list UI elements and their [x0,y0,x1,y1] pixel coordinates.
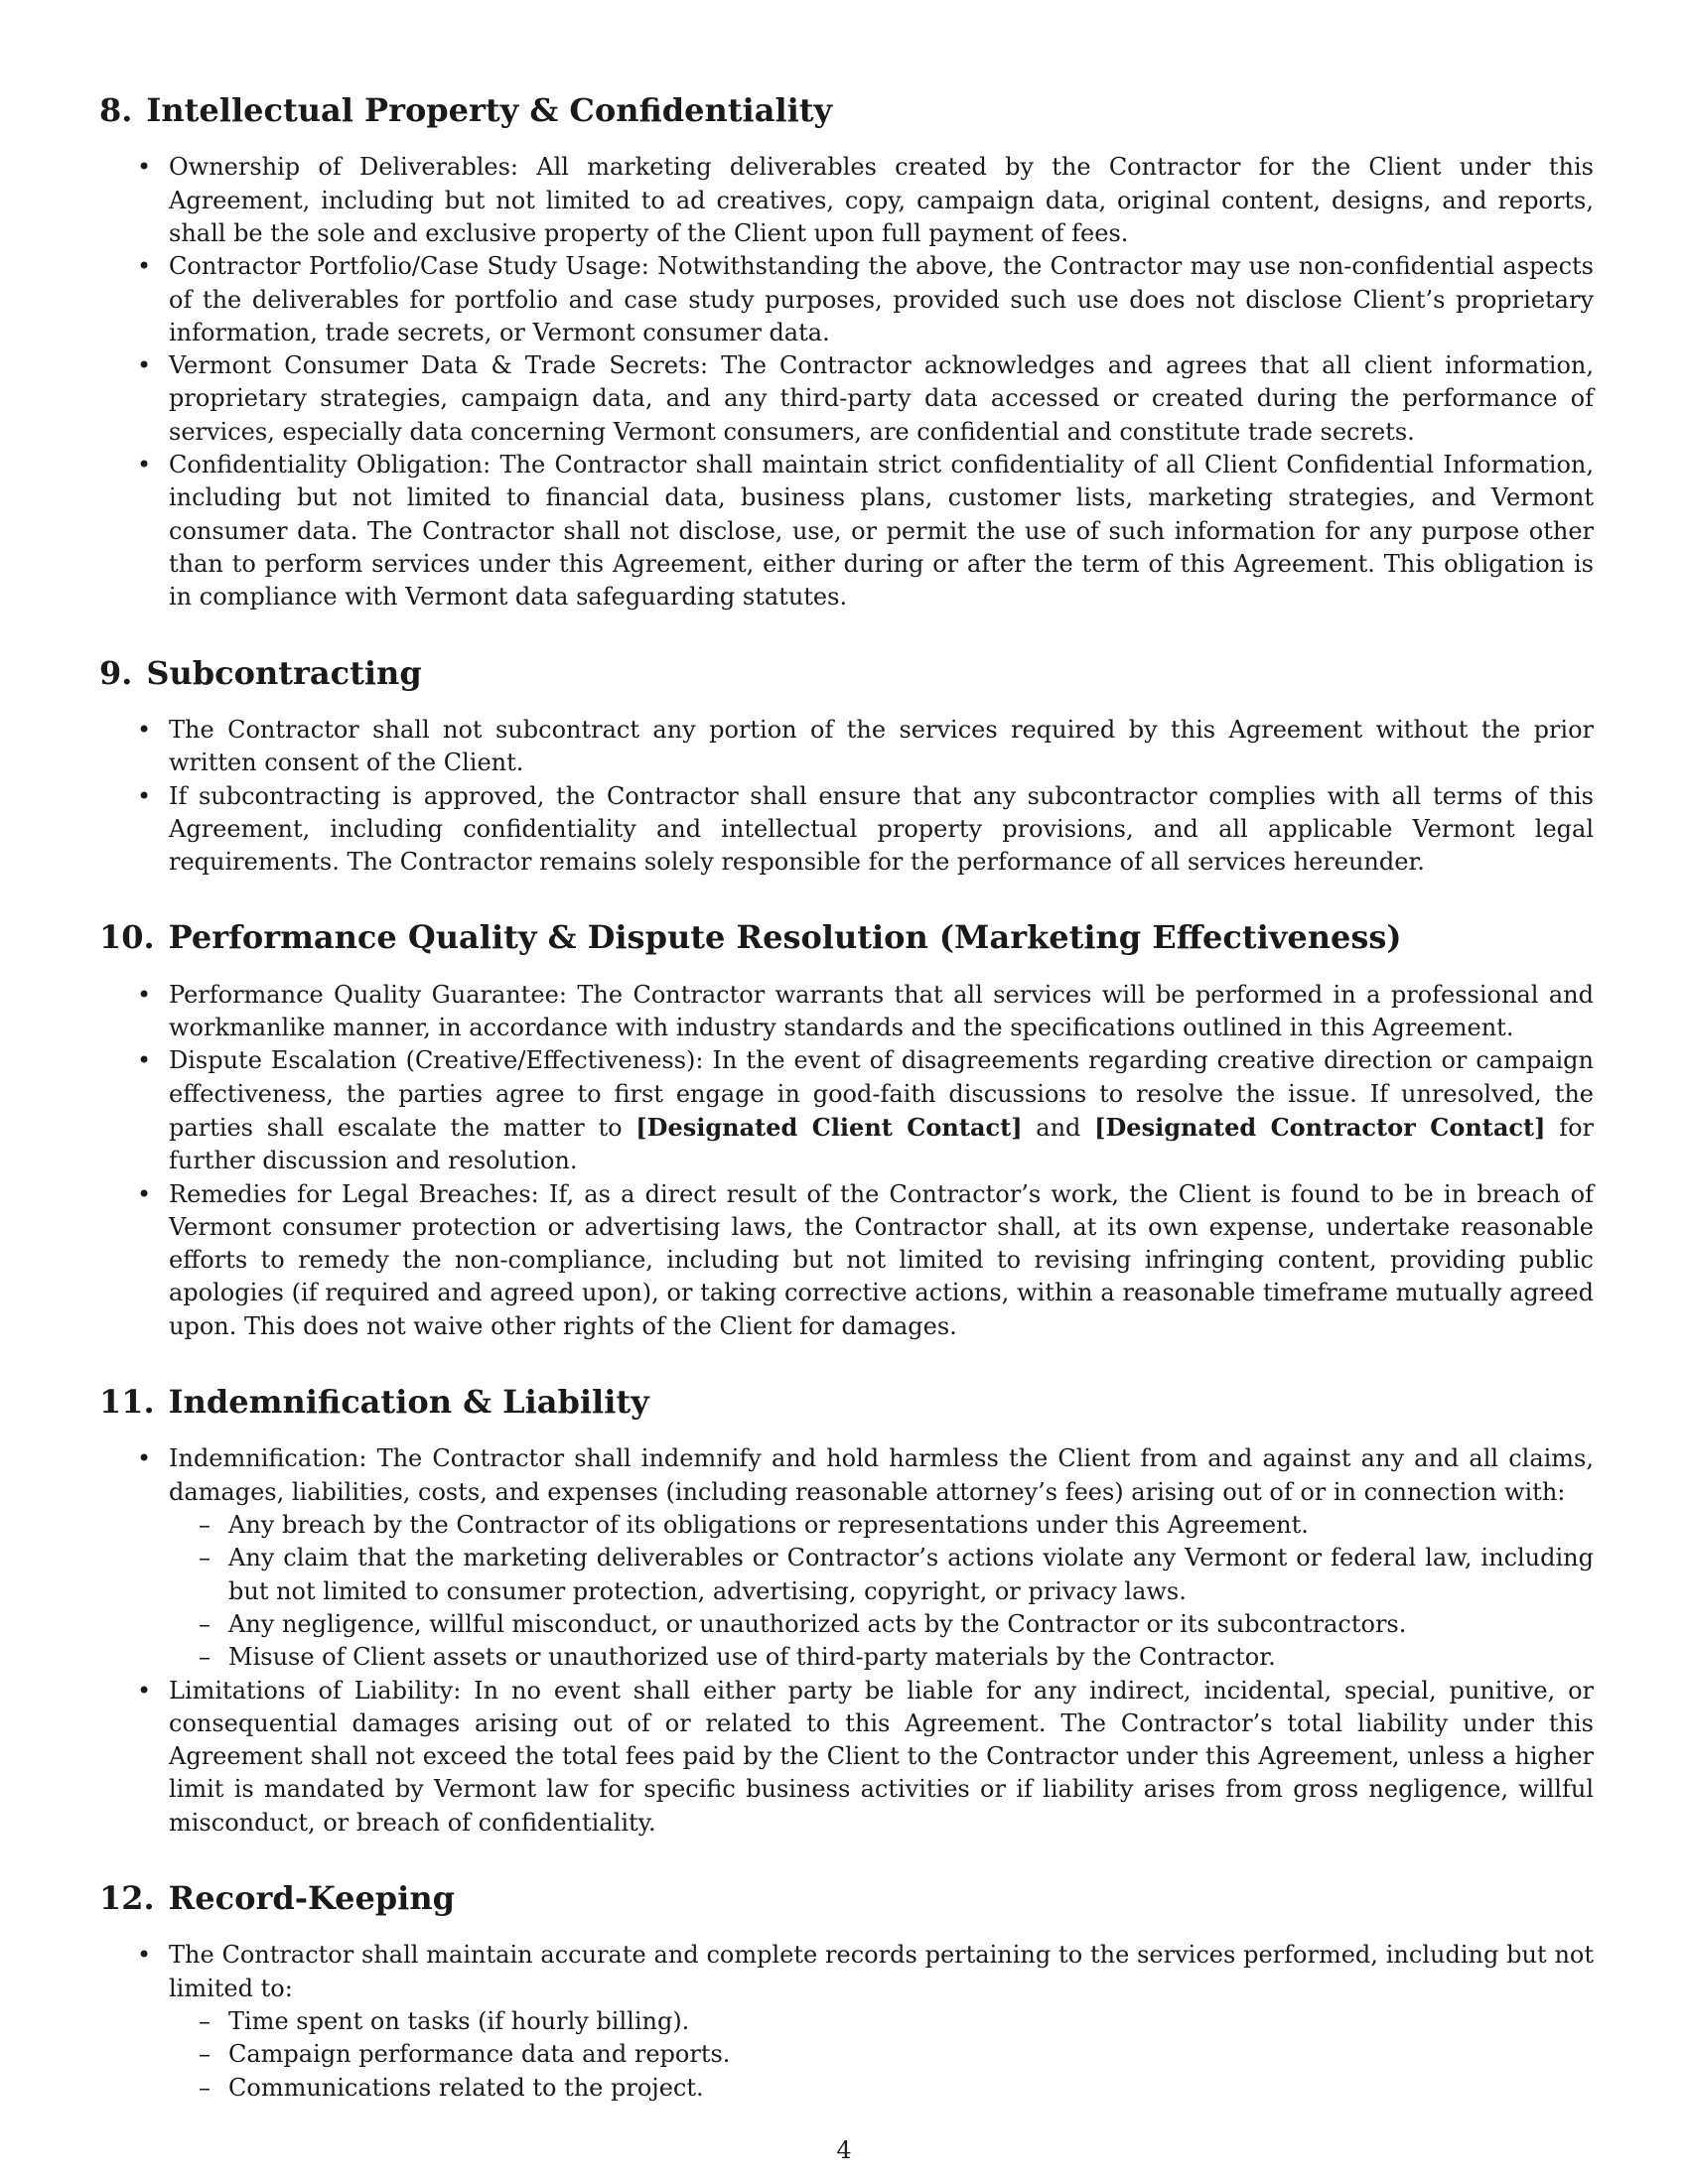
bullet-list [99,1939,1594,2104]
sub-list-item: – Any breach by the Contractor of its obligations or representations under this Agreement. [169,1509,1594,1542]
bullet-list [99,1442,1594,1840]
section-number: 8. [99,91,133,129]
section-11 [99,1383,1594,1840]
dispute-escalation-item [99,1044,1594,1177]
section-8 [99,91,1594,614]
list-item: • Limitations of Liability: In no event shall either party be liable for any indirect, incidental, special, punitive, or consequential damages arising out of or related to this Agreement. The Contractor’s total liability under this Agreement shall not exceed the total fees paid by the Client to the Contractor under this Agreement, unless a higher limit is mandated by Vermont law for specific business activities or if liability arises from gross negligence, willful misconduct, or breach of confidentiality. [99,1675,1594,1840]
section-title: Subcontracting [146,653,422,692]
indemnification-text: Indemnification: The Contractor shall indemnify and hold harmless the Client from and against any and all claims, damages, liabilities, costs, and expenses (including reasonable attorney’s fees) arising out of or in connection with: [169,1444,1594,1506]
escalation-text: Dispute Escalation (Creative/Effectiveness): In the event of disagreements regarding creative direction or campaign effectiveness, the parties agree to first engage in good-faith discussions to resolve the issue. If unresolved, the parties shall escalate the matter to [169,1046,1594,1142]
section-number: 12. [99,1879,155,1918]
bullet-list [99,714,1594,879]
section-heading [99,1879,1594,1917]
list-item: • Ownership of Deliverables: All marketing deliverables created by the Contractor for the Client under this Agreement, including but not limited to ad creatives, copy, campaign data, original content, designs, and reports, shall be the sole and exclusive property of the Client upon full payment of fees. [99,151,1594,250]
list-item: • Contractor Portfolio/Case Study Usage: Notwithstanding the above, the Contractor may use non-confidential aspects of the deliverables for portfolio and case study purposes, provided such use does not disclose Client’s proprietary information, trade secrets, or Vermont consumer data. [99,250,1594,349]
client-contact-placeholder: [Designated Client Contact] [635,1113,1023,1142]
sub-list-item: – Communications related to the project. [169,2072,1594,2105]
sub-list-item: – Any negligence, willful misconduct, or unauthorized acts by the Contractor or its subcontractors. [169,1608,1594,1641]
list-item: • The Contractor shall not subcontract any portion of the services required by this Agreement without the prior written consent of the Client. [99,714,1594,780]
list-item: • Vermont Consumer Data & Trade Secrets: The Contractor acknowledges and agrees that all client information, proprietary strategies, campaign data, and any third-party data accessed or created during the performance of services, especially data concerning Vermont consumers, are confidential and constitute trade secrets. [99,349,1594,449]
escalation-conjunction: and [1022,1114,1095,1142]
section-number: 11. [99,1383,155,1422]
sub-list-item: – Campaign performance data and reports. [169,2038,1594,2071]
section-title: Record-Keeping [168,1879,455,1918]
list-item: • Remedies for Legal Breaches: If, as a direct result of the Contractor’s work, the Client is found to be in breach of Vermont consumer protection or advertising laws, the Contractor shall, at its own expense, undertake reasonable efforts to remedy the non-compliance, including but not limited to revising infringing content, providing public apologies (if required and agreed upon), or taking corrective actions, within a reasonable timeframe mutually agreed upon. This does not waive other rights of the Client for damages. [99,1178,1594,1343]
section-title: Performance Quality & Dispute Resolution (Marketing Effectiveness) [168,918,1402,957]
sub-list-item: – Misuse of Client assets or unauthorized use of third-party materials by the Contractor. [169,1641,1594,1674]
section-heading [99,91,1594,129]
escalation-text-end: for further discussion and resolution. [169,1114,1594,1175]
section-10 [99,918,1594,1343]
section-title: Indemnification & Liability [168,1383,649,1422]
page-number: 4 [836,2136,852,2164]
list-item: • Confidentiality Obligation: The Contractor shall maintain strict confidentiality of all Client Confidential Information, including but not limited to financial data, business plans, customer lists, marketing strategies, and Vermont consumer data. The Contractor shall not disclose, use, or permit the use of such information for any purpose other than to perform services under this Agreement, either during or after the term of this Agreement. This obligation is in compliance with Vermont data safeguarding statutes. [99,449,1594,614]
indemnification-item [99,1442,1594,1674]
list-item: • If subcontracting is approved, the Contractor shall ensure that any subcontractor complies with all terms of this Agreement, including confidentiality and intellectual property provisions, and all applicable Vermont legal requirements. The Contractor remains solely responsible for the performance of all services hereunder. [99,780,1594,880]
records-item [99,1939,1594,2104]
bullet-list [99,979,1594,1343]
document-page [99,91,1594,2144]
sub-list [169,1509,1594,1674]
list-item: • Performance Quality Guarantee: The Contractor warrants that all services will be performed in a professional and workmanlike manner, in accordance with industry standards and the specifications outlined in this Agreement. [99,979,1594,1045]
sub-list [169,2005,1594,2105]
sub-list-item: – Any claim that the marketing deliverables or Contractor’s actions violate any Vermont or federal law, including but not limited to consumer protection, advertising, copyright, or privacy laws. [169,1542,1594,1608]
bullet-list [99,151,1594,614]
section-number: 9. [99,653,133,692]
records-text: The Contractor shall maintain accurate and complete records pertaining to the services performed, including but not limited to: [169,1941,1594,2002]
section-number: 10. [99,918,155,957]
section-title: Intellectual Property & Confidentiality [146,91,833,129]
section-9 [99,654,1594,880]
section-12 [99,1879,1594,2105]
contractor-contact-placeholder: [Designated Contractor Contact] [1094,1113,1546,1142]
section-heading [99,654,1594,692]
sub-list-item: – Time spent on tasks (if hourly billing). [169,2005,1594,2038]
section-heading [99,918,1594,956]
section-heading [99,1383,1594,1421]
